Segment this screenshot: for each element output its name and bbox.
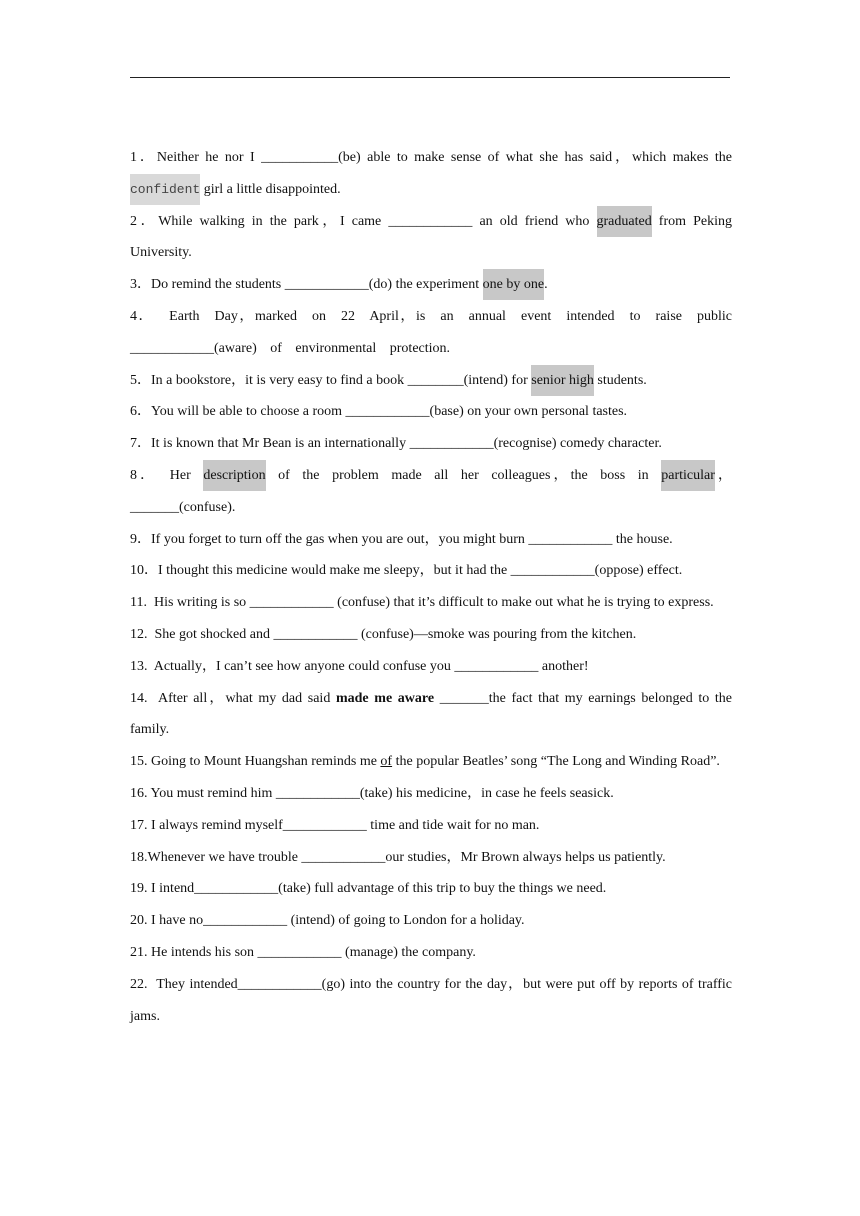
- item-text: of the problem made all her colleagues，the boss in: [265, 467, 662, 483]
- highlighted-word: confident: [130, 174, 200, 205]
- item-text: from Peking University.: [130, 213, 733, 261]
- header-rule: [130, 77, 730, 78]
- item-text: He intends his son ____________ (manage) the company.: [151, 944, 476, 960]
- item-number: 10．: [130, 563, 158, 579]
- exercise-item-8: [130, 460, 732, 524]
- exercise-item-10: [130, 555, 732, 587]
- exercise-item-4: [130, 301, 732, 365]
- exercise-item-18: [130, 842, 732, 874]
- item-text: You will be able to choose a room ____________(base) on your own personal tastes.: [151, 404, 628, 420]
- item-text: Going to Mount Huangshan reminds me: [151, 754, 381, 770]
- item-text: You must remind him ____________(take) his medicine，in case he feels seasick.: [150, 785, 614, 801]
- highlighted-word: graduated: [597, 206, 652, 237]
- item-text: Actually，I can’t see how anyone could confuse you ____________ another!: [153, 658, 589, 674]
- item-text: Do remind the students ____________(do) the experiment: [151, 277, 483, 293]
- item-number: 2．: [130, 213, 159, 229]
- item-text: I intend____________(take) full advantage of this trip to buy the things we need.: [151, 881, 607, 897]
- item-number: 15.: [130, 754, 148, 770]
- item-number: 19.: [130, 881, 148, 897]
- exercise-item-21: [130, 937, 732, 969]
- highlighted-word: one by one: [483, 269, 544, 300]
- item-text: ，_______(confuse).: [130, 467, 732, 515]
- item-text: students.: [593, 372, 647, 388]
- item-text: Earth Day，marked on 22 April，is an annual event intended to raise public ____________(aware) of environmental protection.: [130, 308, 733, 356]
- item-text: _______the fact that my earnings belonged to the family.: [130, 690, 732, 738]
- exercise-list: [130, 142, 732, 1032]
- item-number: 11.: [130, 595, 147, 611]
- highlighted-word: particular: [661, 460, 715, 491]
- item-text: Her: [169, 467, 204, 483]
- item-text: In a bookstore，it is very easy to find a book ________(intend) for: [151, 372, 532, 388]
- item-number: 3．: [130, 277, 151, 293]
- item-text: She got shocked and ____________ (confuse)—smoke was pouring from the kitchen.: [154, 626, 637, 642]
- item-text: I have no____________ (intend) of going to London for a holiday.: [151, 913, 525, 929]
- item-text: While walking in the park，I came ____________ an old friend who: [158, 213, 597, 229]
- item-number: 21.: [130, 944, 148, 960]
- exercise-item-12: [130, 619, 732, 651]
- item-text: the popular Beatles’ song “The Long and Winding Road”.: [392, 754, 720, 770]
- exercise-item-5: [130, 365, 732, 397]
- exercise-item-14: [130, 683, 732, 747]
- exercise-item-9: [130, 524, 732, 556]
- item-number: 8．: [130, 467, 158, 483]
- item-number: 7．: [130, 436, 151, 452]
- item-text: I always remind myself____________ time and tide wait for no man.: [151, 817, 540, 833]
- item-number: 5．: [130, 372, 151, 388]
- exercise-item-11: [130, 587, 732, 619]
- item-number: 4．: [130, 308, 155, 324]
- exercise-item-1: [130, 142, 732, 206]
- item-number: 13.: [130, 658, 148, 674]
- item-number: 14.: [130, 690, 148, 706]
- item-number: 16.: [130, 785, 148, 801]
- item-number: 12.: [130, 626, 148, 642]
- item-text: It is known that Mr Bean is an internationally ____________(recognise) comedy character.: [151, 436, 662, 452]
- item-text: His writing is so ____________ (confuse) that it’s difficult to make out what he is trying to express.: [153, 595, 714, 611]
- item-text: girl a little disappointed.: [200, 181, 341, 197]
- exercise-item-19: [130, 873, 732, 905]
- exercise-item-20: [130, 905, 732, 937]
- highlighted-word: senior high: [531, 365, 594, 396]
- item-number: 22.: [130, 976, 148, 992]
- item-number: 18.: [130, 849, 148, 865]
- item-text: After all，what my dad said: [158, 690, 336, 706]
- exercise-item-22: [130, 969, 732, 1033]
- item-text: If you forget to turn off the gas when you are out，you might burn ____________ the house.: [151, 531, 673, 547]
- exercise-item-16: [130, 778, 732, 810]
- item-number: 1．: [130, 150, 157, 165]
- exercise-item-13: [130, 651, 732, 683]
- exercise-item-15: [130, 746, 732, 778]
- item-text: .: [544, 277, 548, 293]
- exercise-item-6: [130, 396, 732, 428]
- exercise-item-17: [130, 810, 732, 842]
- highlighted-word: description: [203, 460, 265, 491]
- item-number: 17.: [130, 817, 148, 833]
- underlined-word: of: [380, 754, 393, 770]
- exercise-item-3: [130, 269, 732, 301]
- bold-phrase: made me aware: [335, 690, 435, 706]
- item-number: 9．: [130, 531, 151, 547]
- item-text: Neither he nor I ___________(be) able to make sense of what she has said，which makes the: [156, 150, 732, 165]
- item-number: 6．: [130, 404, 151, 420]
- exercise-item-7: [130, 428, 732, 460]
- item-number: 20.: [130, 913, 148, 929]
- item-text: Whenever we have trouble ____________our studies，Mr Brown always helps us patiently.: [147, 849, 666, 865]
- exercise-item-2: [130, 206, 732, 270]
- item-text: I thought this medicine would make me sleepy，but it had the ____________(oppose) effect.: [158, 563, 683, 579]
- item-text: They intended____________(go) into the country for the day，but were put off by reports of traffic jams.: [130, 976, 733, 1024]
